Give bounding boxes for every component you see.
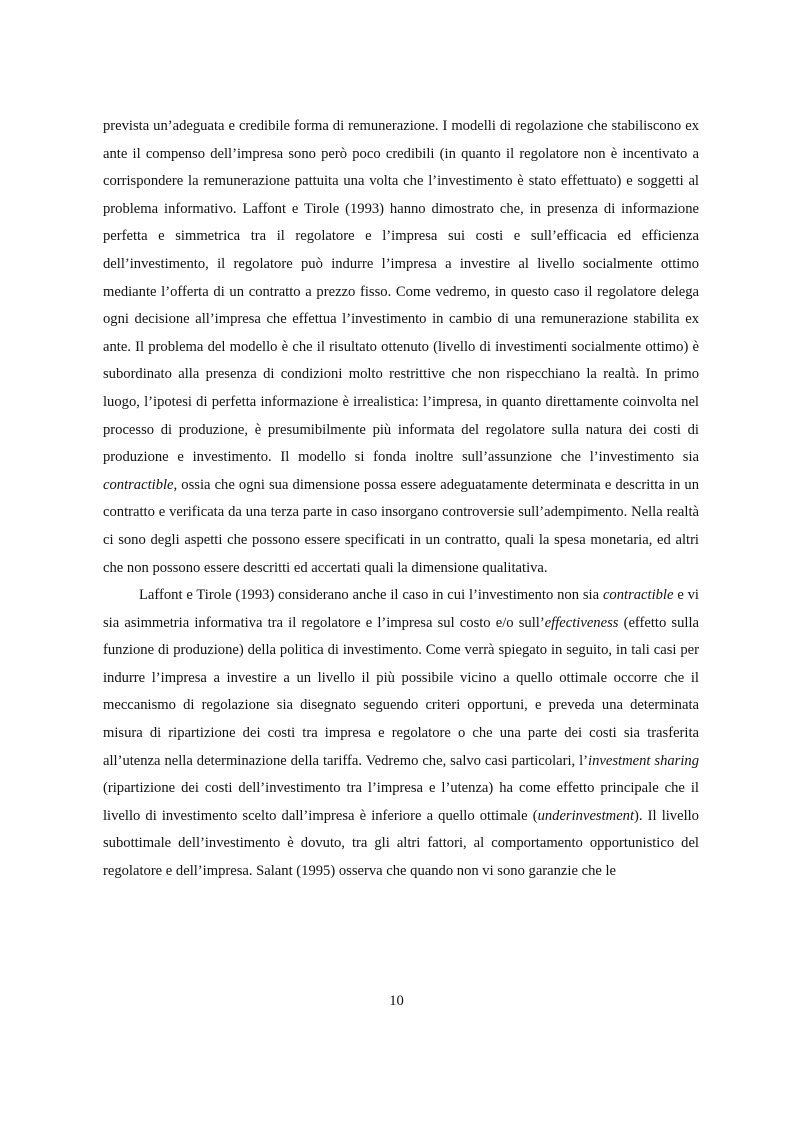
text-run: e vi sia asimmetria informativa tra il regolatore e l’impresa sul costo e/o sull’ bbox=[103, 587, 699, 631]
text-run: ). Il livello subottimale dell’investimento è dovuto, tra gli altri fattori, al comportamento opportunistico del regolatore e dell’impresa. Salant (1995) osserva che quando non vi sono garanzie che le bbox=[103, 807, 699, 880]
italic-term: underinvestment bbox=[537, 807, 635, 824]
italic-term: investment sharing bbox=[588, 752, 699, 769]
text-run: (ripartizione dei costi dell’investimento tra l’impresa e l’utenza) ha come effetto principale che il livello di investimento scelto dall’impresa è inferiore a quello ottimale ( bbox=[103, 780, 699, 824]
text-run: , ossia che ogni sua dimensione possa essere adeguatamente determinata e descritta in un contratto e verificata da una terza parte in caso insorgano controversie sull’adempimento. Nella realtà ci sono degli aspetti che possono essere specificati in un contratto, quali la spesa monetaria, ed altri che non possono essere descritti ed accertati quali la dimensione qualitativa. bbox=[103, 476, 699, 576]
text-run: (effetto sulla funzione di produzione) della politica di investimento. Come verrà spiegato in seguito, in tali casi per indurre l’impresa a investire a un livello il più possibile vicino a quello ottimale occorre che il meccanismo di regolazione sia disegnato seguendo criteri opportuni, e preveda una determinata misura di ripartizione dei costi tra impresa e regolatore o che una parte dei costi sia trasferita all’utenza nella determinazione della tariffa. Vedremo che, salvo casi particolari, l’ bbox=[103, 614, 699, 769]
italic-term: contractible bbox=[602, 587, 674, 604]
italic-term: effectiveness bbox=[544, 614, 619, 631]
text-run: prevista un’adeguata e credibile forma di remunerazione. I modelli di regolazione che stabiliscono ex ante il compenso dell’impresa sono però poco credibili (in quanto il regolatore non è incentivato a corrispondere la remunerazione pattuita una volta che l’investimento è stato effettuato) e soggetti al problema informativo. Laffont e Tirole (1993) hanno dimostrato che, in presenza di informazione perfetta e simmetrica tra il regolatore e l’impresa sui costi e sull’efficacia ed efficienza dell’investimento, il regolatore può indurre l’impresa a investire al livello socialmente ottimo mediante l’offerta di un contratto a prezzo fisso. Come vedremo, in questo caso il regolatore delega ogni decisione all’impresa che effettua l’investimento in cambio di una remunerazione stabilita ex ante. Il problema del modello è che il risultato ottenuto (livello di investimenti socialmente ottimo) è subordinato alla presenza di condizioni molto restrittive che non rispecchiano la realtà. In primo luogo, l’ipotesi di perfetta informazione è irrealistica: l’impresa, in quanto direttamente coinvolta nel processo di produzione, è presumibilmente più informata del regolatore sulla natura dei costi di produzione e investimento. Il modello si fonda inoltre sull’assunzione che l’investimento sia bbox=[103, 118, 699, 466]
page-number: 10 bbox=[389, 993, 404, 1009]
paragraph-2 bbox=[103, 582, 699, 886]
text-run: Laffont e Tirole (1993) considerano anche il caso in cui l’investimento non sia bbox=[139, 587, 603, 604]
page-body bbox=[103, 113, 699, 886]
italic-term: contractible bbox=[103, 476, 174, 493]
paragraph-1 bbox=[103, 113, 699, 582]
